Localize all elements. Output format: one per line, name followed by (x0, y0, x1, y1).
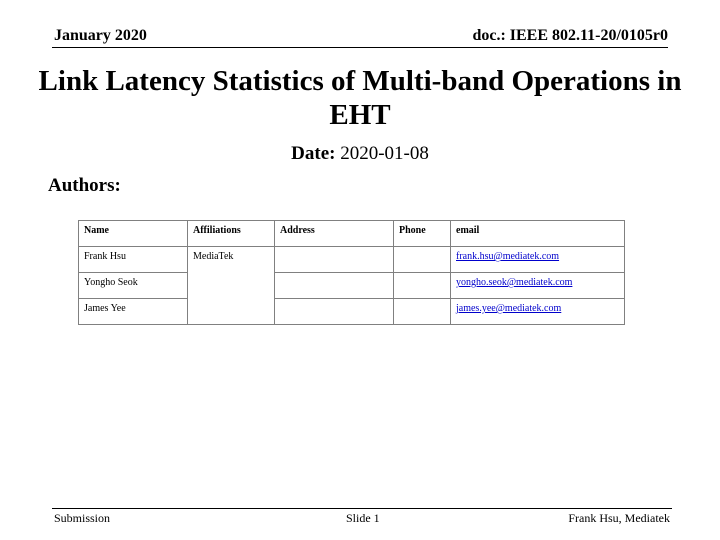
date-value: 2020-01-08 (340, 143, 429, 164)
author-address (275, 273, 394, 299)
author-email-cell (451, 247, 625, 273)
author-email-cell (451, 299, 625, 325)
column-header-name: Name (79, 221, 188, 247)
column-header-email: email (451, 221, 625, 247)
authors-table (78, 220, 625, 325)
column-header-affiliations: Affiliations (188, 221, 275, 247)
table-header-row (79, 221, 625, 247)
author-name: James Yee (79, 299, 188, 325)
table-row (79, 299, 625, 325)
author-email-link[interactable]: yongho.seok@mediatek.com (456, 277, 573, 288)
author-address (275, 247, 394, 273)
slide-title: Link Latency Statistics of Multi-band Operations in EHT (38, 65, 682, 131)
date-line (0, 143, 720, 165)
footer-divider (52, 508, 672, 509)
column-header-phone: Phone (394, 221, 451, 247)
author-phone (394, 299, 451, 325)
author-affiliation: MediaTek (188, 247, 275, 325)
date-label: Date: (291, 143, 336, 164)
author-name: Frank Hsu (79, 247, 188, 273)
header-divider (52, 47, 668, 48)
authors-heading: Authors: (48, 175, 121, 196)
footer-slide-number: Slide 1 (346, 511, 380, 525)
author-name: Yongho Seok (79, 273, 188, 299)
table-row (79, 247, 625, 273)
author-email-link[interactable]: james.yee@mediatek.com (456, 303, 562, 314)
author-email-cell (451, 273, 625, 299)
author-phone (394, 247, 451, 273)
author-address (275, 299, 394, 325)
author-email-link[interactable]: frank.hsu@mediatek.com (456, 251, 560, 262)
header-doc-id: doc.: IEEE 802.11-20/0105r0 (472, 27, 668, 44)
author-phone (394, 273, 451, 299)
footer-author: Frank Hsu, Mediatek (568, 511, 670, 525)
column-header-address: Address (275, 221, 394, 247)
header-date: January 2020 (54, 27, 147, 44)
footer-submission: Submission (54, 511, 111, 525)
table-row (79, 273, 625, 299)
